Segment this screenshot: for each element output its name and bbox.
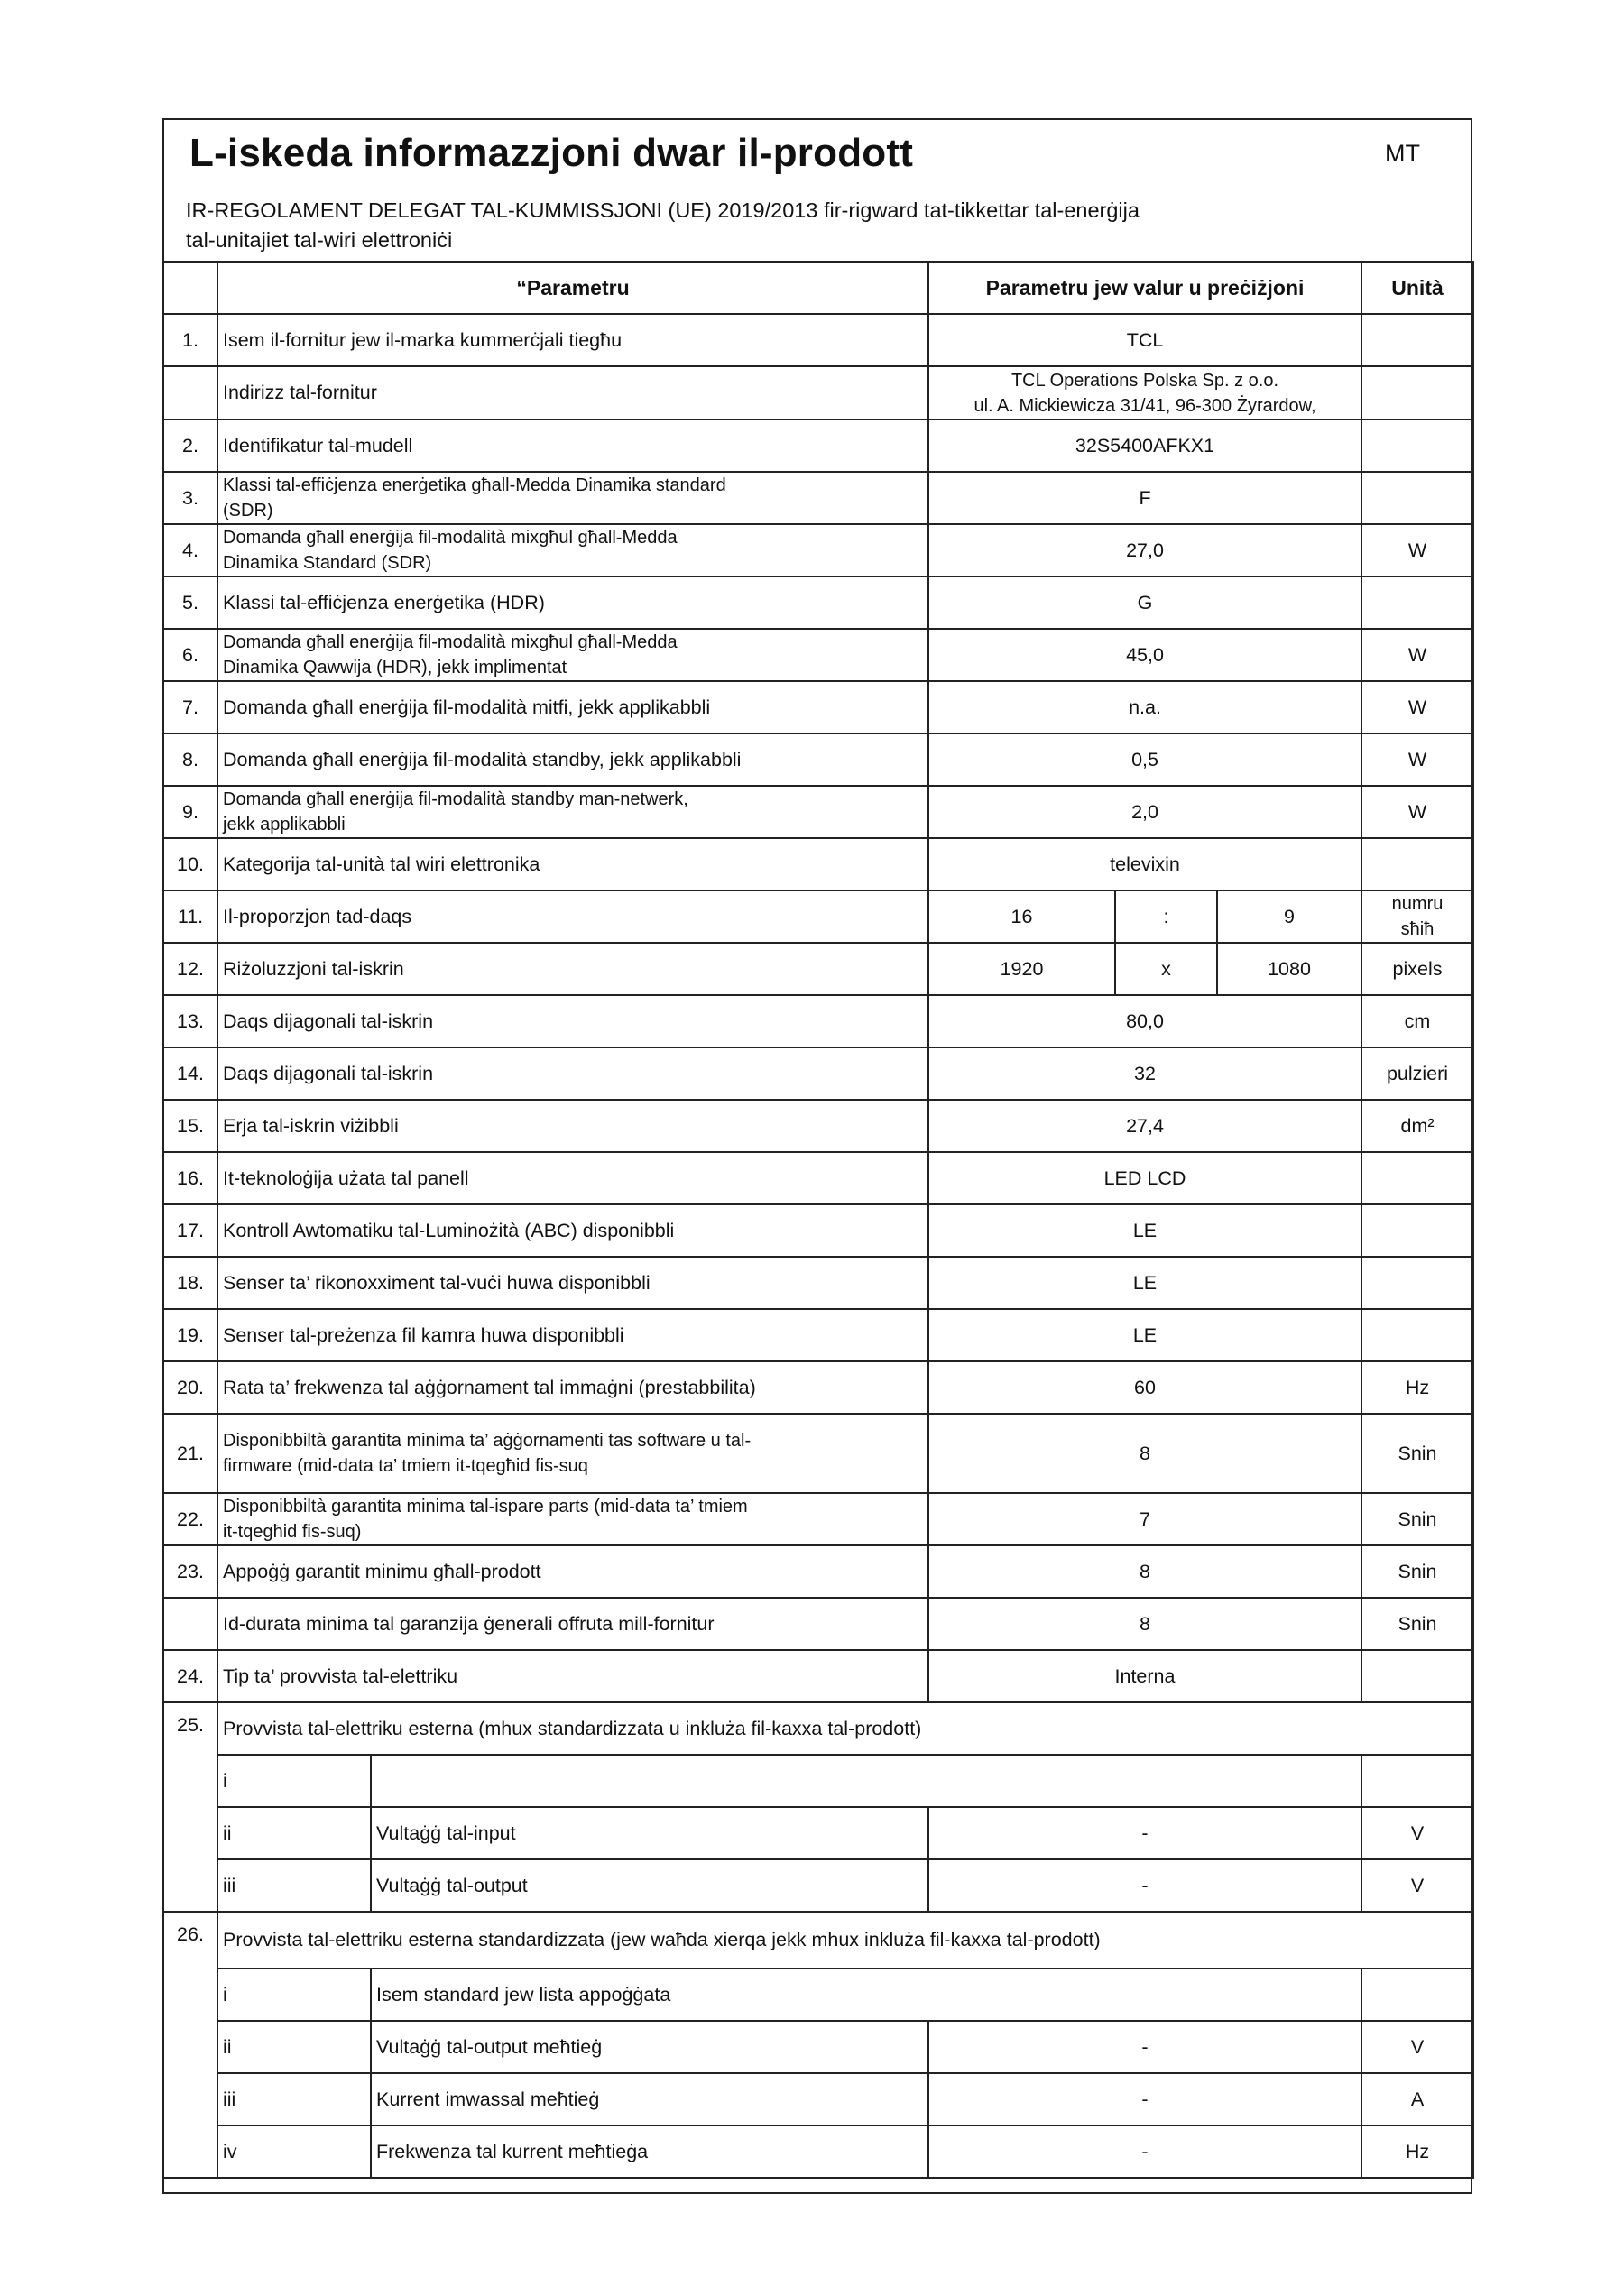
- row-label-line-1: Disponibbiltà garantita minima ta’ aġġornamenti tas software u tal-: [223, 1431, 752, 1451]
- row-value: 27,4: [928, 1100, 1361, 1152]
- row-unit: [1361, 838, 1473, 890]
- sub-row-unit: V: [1361, 1807, 1473, 1859]
- header-num-cell: [163, 262, 217, 314]
- table-row: [163, 1414, 1473, 1493]
- row-value: n.a.: [928, 681, 1361, 733]
- row-number: 13.: [163, 995, 217, 1047]
- row-unit: Hz: [1361, 1361, 1473, 1414]
- section-25-header: [163, 1702, 1473, 1755]
- sub-row-unit: V: [1361, 2021, 1473, 2073]
- row-value: 8: [928, 1414, 1361, 1493]
- row-value: G: [928, 576, 1361, 629]
- row-number: 2.: [163, 420, 217, 472]
- row-unit: dm²: [1361, 1100, 1473, 1152]
- row-label: Indirizz tal-fornitur: [217, 366, 928, 420]
- section-label: Provvista tal-elettriku esterna standardizzata (jew waħda xierqa jekk mhux inkluża fil-kaxxa tal-prodott): [217, 1912, 1473, 1969]
- row-value: LE: [928, 1204, 1361, 1257]
- table-row: [163, 1545, 1473, 1598]
- sub-row: [163, 1755, 1473, 1807]
- row-unit: [1361, 472, 1473, 524]
- sub-row-unit: [1361, 1755, 1473, 1807]
- row-value: 0,5: [928, 733, 1361, 786]
- sub-row-label: Vultaġġ tal-output meħtieġ: [371, 2021, 928, 2073]
- row-label: Senser tal-preżenza fil kamra huwa disponibbli: [217, 1309, 928, 1361]
- row-value: 60: [928, 1361, 1361, 1414]
- table-row: [163, 314, 1473, 366]
- row-label: Daqs dijagonali tal-iskrin: [217, 995, 928, 1047]
- row-number: 7.: [163, 681, 217, 733]
- sub-row: [163, 2073, 1473, 2125]
- row-number: 1.: [163, 314, 217, 366]
- section-26-header: [163, 1912, 1473, 1969]
- table-row: [163, 576, 1473, 629]
- resolution-separator: x: [1115, 943, 1217, 995]
- table-row: [163, 681, 1473, 733]
- row-number: 18.: [163, 1257, 217, 1309]
- row-value: TCL: [928, 314, 1361, 366]
- row-value: 45,0: [928, 629, 1361, 681]
- sub-row-value: -: [928, 2073, 1361, 2125]
- subtitle-line-1: IR-REGOLAMENT DELEGAT TAL-KUMMISSJONI (UE) 2019/2013 fir-rigward tat-tikkettar tal-enerġija: [186, 198, 1140, 222]
- table-row: [163, 1361, 1473, 1414]
- row-label: Domanda għall enerġija fil-modalità mitfi, jekk applikabbli: [217, 681, 928, 733]
- sub-row-index: iv: [217, 2125, 371, 2178]
- resolution-width: 1920: [928, 943, 1115, 995]
- sheet-header: [164, 120, 1471, 261]
- row-label: Domanda għall enerġija fil-modalità standby, jekk applikabbli: [217, 733, 928, 786]
- row-label: Kategorija tal-unità tal wiri elettronika: [217, 838, 928, 890]
- row-value: televixin: [928, 838, 1361, 890]
- table-row: [163, 1100, 1473, 1152]
- sub-row-label: Isem standard jew lista appoġġata: [371, 1969, 1361, 2021]
- row-value: 8: [928, 1598, 1361, 1650]
- row-label-line-1: Domanda għall enerġija fil-modalità standby man-netwerk,: [223, 789, 688, 809]
- row-label: [217, 629, 928, 681]
- sub-row-index: i: [217, 1969, 371, 2021]
- row-label: Daqs dijagonali tal-iskrin: [217, 1047, 928, 1100]
- sub-row-unit: [1361, 1969, 1473, 2021]
- sub-row: [163, 2021, 1473, 2073]
- row-value: 7: [928, 1493, 1361, 1545]
- aspect-ratio-height: 9: [1217, 890, 1361, 943]
- sub-row-unit: A: [1361, 2073, 1473, 2125]
- table-row: [163, 420, 1473, 472]
- row-number: 19.: [163, 1309, 217, 1361]
- row-unit: Snin: [1361, 1598, 1473, 1650]
- row-label: Kontroll Awtomatiku tal-Luminożità (ABC) disponibbli: [217, 1204, 928, 1257]
- row-number: 22.: [163, 1493, 217, 1545]
- row-unit: [1361, 1152, 1473, 1204]
- row-unit: W: [1361, 524, 1473, 576]
- row-label: Id-durata minima tal garanzija ġenerali offruta mill-fornitur: [217, 1598, 928, 1650]
- row-number: 16.: [163, 1152, 217, 1204]
- row-label-line-1: Disponibbiltà garantita minima tal-ispare parts (mid-data ta’ tmiem: [223, 1497, 748, 1517]
- table-row: [163, 1204, 1473, 1257]
- row-unit: W: [1361, 733, 1473, 786]
- page-title: L-iskeda informazzjoni dwar il-prodott: [189, 131, 914, 175]
- table-row: [163, 1493, 1473, 1545]
- row-number: 11.: [163, 890, 217, 943]
- row-label: [217, 786, 928, 838]
- row-number: 12.: [163, 943, 217, 995]
- row-value: LE: [928, 1257, 1361, 1309]
- table-row: [163, 472, 1473, 524]
- row-unit: [1361, 1650, 1473, 1702]
- sub-row-index: iii: [217, 1859, 371, 1912]
- row-unit: [1361, 1309, 1473, 1361]
- table-row: [163, 1047, 1473, 1100]
- row-label: Erja tal-iskrin viżibbli: [217, 1100, 928, 1152]
- row-label: [217, 524, 928, 576]
- aspect-ratio-width: 16: [928, 890, 1115, 943]
- row-number: 5.: [163, 576, 217, 629]
- table-row: [163, 1257, 1473, 1309]
- sub-row-index: ii: [217, 1807, 371, 1859]
- table-row: [163, 1598, 1473, 1650]
- table-row: [163, 366, 1473, 420]
- row-number: 25.: [163, 1702, 217, 1912]
- row-number: 15.: [163, 1100, 217, 1152]
- row-label-line-1: Klassi tal-effiċjenza enerġetika għall-Medda Dinamika standard: [223, 475, 726, 495]
- aspect-ratio-separator: :: [1115, 890, 1217, 943]
- table-row: [163, 1309, 1473, 1361]
- row-unit: W: [1361, 681, 1473, 733]
- row-label: [217, 1414, 928, 1493]
- address-line-2: ul. A. Mickiewicza 31/41, 96-300 Żyrardow,: [973, 395, 1316, 416]
- sub-row-label: Kurrent imwassal meħtieġ: [371, 2073, 928, 2125]
- row-unit: Snin: [1361, 1414, 1473, 1493]
- address-line-1: TCL Operations Polska Sp. z o.o.: [1010, 370, 1279, 391]
- product-information-sheet: [162, 118, 1472, 2194]
- subtitle-line-2: tal-unitajiet tal-wiri elettroniċi: [186, 228, 453, 252]
- sub-row-value: -: [928, 2125, 1361, 2178]
- sub-row-label: Vultaġġ tal-input: [371, 1807, 928, 1859]
- row-label: Klassi tal-effiċjenza enerġetika (HDR): [217, 576, 928, 629]
- row-unit: [1361, 576, 1473, 629]
- sub-row: [163, 1807, 1473, 1859]
- sub-row-index: iii: [217, 2073, 371, 2125]
- row-label: [217, 1493, 928, 1545]
- table-header-row: [163, 262, 1473, 314]
- row-number: [163, 366, 217, 420]
- row-number: 4.: [163, 524, 217, 576]
- row-value: F: [928, 472, 1361, 524]
- sub-row-label: Frekwenza tal kurrent meħtieġa: [371, 2125, 928, 2178]
- table-row: [163, 1650, 1473, 1702]
- row-label-line-1: Domanda għall enerġija fil-modalità mixgħul għall-Medda: [223, 528, 678, 548]
- row-label: Identifikatur tal-mudell: [217, 420, 928, 472]
- header-parameter: “Parametru: [217, 262, 928, 314]
- unit-line-2: sħiħ: [1400, 919, 1435, 939]
- sub-row-value: -: [928, 2021, 1361, 2073]
- section-label: Provvista tal-elettriku esterna (mhux standardizzata u inkluża fil-kaxxa tal-prodott): [217, 1702, 1473, 1755]
- table-row: [163, 890, 1473, 943]
- row-number: 24.: [163, 1650, 217, 1702]
- row-label: Appoġġ garantit minimu għall-prodott: [217, 1545, 928, 1598]
- row-unit: Snin: [1361, 1493, 1473, 1545]
- sub-row-index: i: [217, 1755, 371, 1807]
- row-label-line-2: (SDR): [223, 501, 273, 521]
- row-label: Rata ta’ frekwenza tal aġġornament tal immaġni (prestabbilita): [217, 1361, 928, 1414]
- sub-row-label: Vultaġġ tal-output: [371, 1859, 928, 1912]
- row-number: 3.: [163, 472, 217, 524]
- row-unit: [1361, 1257, 1473, 1309]
- table-row: [163, 995, 1473, 1047]
- row-value: 27,0: [928, 524, 1361, 576]
- row-unit: Snin: [1361, 1545, 1473, 1598]
- row-number: 8.: [163, 733, 217, 786]
- row-label: Riżoluzzjoni tal-iskrin: [217, 943, 928, 995]
- row-unit: W: [1361, 786, 1473, 838]
- row-unit: cm: [1361, 995, 1473, 1047]
- row-label: [217, 472, 928, 524]
- row-label-line-2: it-tqegħid fis-suq): [223, 1522, 362, 1542]
- row-number: 23.: [163, 1545, 217, 1598]
- row-number: 17.: [163, 1204, 217, 1257]
- row-unit: [1361, 420, 1473, 472]
- sub-row: [163, 2125, 1473, 2178]
- row-number: 20.: [163, 1361, 217, 1414]
- sub-row-unit: V: [1361, 1859, 1473, 1912]
- row-value: 8: [928, 1545, 1361, 1598]
- header-unit: Unità: [1361, 262, 1473, 314]
- row-label-line-2: firmware (mid-data ta’ tmiem it-tqegħid fis-suq: [223, 1456, 588, 1476]
- row-label: Il-proporzjon tad-daqs: [217, 890, 928, 943]
- row-number: 14.: [163, 1047, 217, 1100]
- row-value: 80,0: [928, 995, 1361, 1047]
- row-value: Interna: [928, 1650, 1361, 1702]
- row-unit: [1361, 890, 1473, 943]
- row-label-line-1: Domanda għall enerġija fil-modalità mixgħul għall-Medda: [223, 632, 678, 652]
- row-unit: W: [1361, 629, 1473, 681]
- row-unit: [1361, 1204, 1473, 1257]
- row-label: Senser ta’ rikonoxximent tal-vuċi huwa disponibbli: [217, 1257, 928, 1309]
- row-number: 26.: [163, 1912, 217, 2178]
- row-value: [928, 366, 1361, 420]
- sub-row-value: -: [928, 1859, 1361, 1912]
- sub-row-label: [371, 1755, 1361, 1807]
- table-row: [163, 1152, 1473, 1204]
- resolution-height: 1080: [1217, 943, 1361, 995]
- header-value: Parametru jew valur u preċiżjoni: [928, 262, 1361, 314]
- row-number: 9.: [163, 786, 217, 838]
- row-label: Tip ta’ provvista tal-elettriku: [217, 1650, 928, 1702]
- row-label-line-2: Dinamika Qawwija (HDR), jekk implimentat: [223, 658, 567, 678]
- row-label-line-2: Dinamika Standard (SDR): [223, 553, 432, 573]
- table-row: [163, 629, 1473, 681]
- sub-row-unit: Hz: [1361, 2125, 1473, 2178]
- row-label-line-2: jekk applikabbli: [223, 815, 346, 834]
- row-number: 10.: [163, 838, 217, 890]
- regulation-subtitle: [186, 196, 1269, 255]
- row-value: LE: [928, 1309, 1361, 1361]
- row-unit: pulzieri: [1361, 1047, 1473, 1100]
- row-label: It-teknoloġija użata tal panell: [217, 1152, 928, 1204]
- table-row: [163, 733, 1473, 786]
- row-unit: pixels: [1361, 943, 1473, 995]
- sub-row: [163, 1969, 1473, 2021]
- sub-row-index: ii: [217, 2021, 371, 2073]
- table-row: [163, 524, 1473, 576]
- row-label: Isem il-fornitur jew il-marka kummerċjali tiegħu: [217, 314, 928, 366]
- language-code: MT: [1385, 140, 1420, 167]
- row-unit: [1361, 314, 1473, 366]
- parameters-table: [162, 261, 1474, 2179]
- table-row: [163, 786, 1473, 838]
- table-row: [163, 943, 1473, 995]
- row-number: [163, 1598, 217, 1650]
- row-value: 2,0: [928, 786, 1361, 838]
- row-unit: [1361, 366, 1473, 420]
- sub-row-value: -: [928, 1807, 1361, 1859]
- row-value: 32S5400AFKX1: [928, 420, 1361, 472]
- row-number: 6.: [163, 629, 217, 681]
- table-row: [163, 838, 1473, 890]
- row-number: 21.: [163, 1414, 217, 1493]
- row-value: LED LCD: [928, 1152, 1361, 1204]
- row-value: 32: [928, 1047, 1361, 1100]
- unit-line-1: numru: [1391, 894, 1444, 914]
- sub-row: [163, 1859, 1473, 1912]
